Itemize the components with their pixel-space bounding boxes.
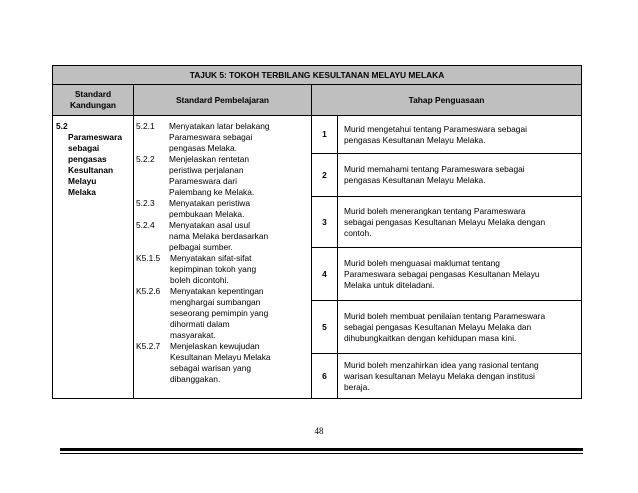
level-number: 4 (312, 248, 338, 301)
table-title: TAJUK 5: TOKOH TERBILANG KESULTANAN MELAYU MELAKA (53, 66, 582, 85)
level-description (338, 354, 582, 399)
desc-line: contoh. (344, 227, 372, 238)
standard-kandungan-line: Parameswara (68, 132, 123, 142)
sp-line: pelbagai sumber. (169, 242, 233, 252)
desc-line: Murid boleh menzahirkan idea yang rasional tentang (344, 359, 539, 370)
sp-code: 5.2.2 (136, 154, 155, 164)
desc-line: warisan kesultanan Melayu Melaka dengan institusi (344, 370, 535, 381)
desc-line: Murid memahami tentang Parameswara sebagai (344, 164, 525, 174)
sp-text (170, 341, 309, 385)
desc-line: pengasas Kesultanan Melayu Melaka. (344, 134, 486, 145)
sp-item (136, 198, 309, 220)
sp-line: seseorang pemimpin yang (170, 308, 269, 318)
sp-line: boleh dicontohi. (170, 275, 229, 285)
desc-line: Murid mengetahui tentang Parameswara sebagai (344, 123, 527, 134)
footer-rule (60, 448, 583, 451)
sp-text (169, 198, 309, 220)
standard-pembelajaran-cell (134, 116, 312, 399)
header-standard-kandungan (53, 85, 134, 116)
footer-rule-thin (60, 453, 583, 454)
desc-line: sebagai pengasas Kesultanan Melayu Melaka dan (344, 321, 532, 332)
syllabus-table (52, 65, 582, 399)
sp-line: Kesultanan Melayu Melaka (170, 352, 271, 362)
sp-line: Menjelaskan rentetan (169, 154, 250, 164)
desc-line: Murid boleh menguasai maklumat tentang (344, 257, 500, 268)
sp-code: 5.2.1 (136, 121, 155, 131)
sp-line: Palembang ke Melaka. (169, 187, 255, 197)
sp-text (169, 220, 309, 253)
sp-line: masyarakat. (170, 330, 216, 340)
sp-line: peristiwa perjalanan (169, 165, 244, 175)
sp-line: menghargai sumbangan (170, 297, 261, 307)
sp-line: sebagai warisan yang (170, 363, 252, 373)
desc-line: Parameswara sebagai pengasas Kesultanan Melayu (344, 268, 540, 279)
page-number: 48 (314, 426, 324, 436)
standard-kandungan-line: Melaka (68, 187, 96, 197)
sp-line: Parameswara sebagai (169, 132, 253, 142)
level-description (338, 154, 582, 197)
sp-item (136, 121, 309, 154)
level-number: 5 (312, 301, 338, 354)
header-line: Kandungan (69, 100, 117, 110)
level-description (338, 116, 582, 154)
header-line: Standard (74, 89, 112, 99)
level-description (338, 248, 582, 301)
sp-line: Menyatakan kepentingan (170, 286, 264, 296)
sp-line: Menyatakan peristiwa (169, 198, 250, 208)
desc-line: sebagai pengasas Kesultanan Melayu Melaka dengan (344, 216, 546, 227)
standard-kandungan-cell (53, 116, 134, 399)
sp-code: K5.2.7 (136, 341, 161, 351)
sp-line: pengasas Melaka. (169, 143, 237, 153)
sp-line: kepimpinan tokoh yang (170, 264, 257, 274)
sp-line: nama Melaka berdasarkan (169, 231, 269, 241)
sp-line: dihormati dalam (170, 319, 230, 329)
sp-code: 5.2.4 (136, 220, 155, 230)
sp-line: dibanggakan. (170, 374, 221, 384)
desc-line: Melaka untuk diteladani. (344, 279, 435, 290)
header-tahap-penguasaan: Tahap Penguasaan (312, 85, 582, 116)
desc-line: Murid boleh menerangkan tentang Parameswara (344, 205, 526, 216)
standard-kandungan-line: Melayu (68, 176, 97, 186)
sp-line: Parameswara dari (169, 176, 237, 186)
standard-kandungan-line: pengasas (68, 154, 107, 164)
desc-line: pengasas Kesultanan Melayu Melaka. (344, 175, 486, 185)
level-number: 3 (312, 197, 338, 248)
sp-item (136, 253, 309, 286)
level-number: 6 (312, 354, 338, 399)
sp-item (136, 286, 309, 341)
sp-text (169, 154, 309, 198)
sp-item (136, 341, 309, 385)
desc-line: beraja. (344, 381, 370, 392)
level-row (53, 116, 582, 154)
sp-text (169, 121, 309, 154)
sp-line: Menyatakan latar belakang (169, 121, 270, 131)
standard-kandungan-code: 5.2 (56, 121, 68, 131)
sp-item (136, 220, 309, 253)
header-standard-pembelajaran: Standard Pembelajaran (134, 85, 312, 116)
level-description (338, 301, 582, 354)
sp-line: pembukaan Melaka. (169, 209, 245, 219)
desc-line: Murid boleh membuat penilaian tentang Parameswara (344, 310, 546, 321)
standard-kandungan-line: Kesultanan (68, 165, 114, 175)
sp-code: K5.1.5 (136, 253, 161, 263)
desc-line: dihubungkaitkan dengan kehidupan masa kini. (344, 332, 517, 343)
sp-line: Menyatakan sifat-sifat (170, 253, 252, 263)
level-number: 1 (312, 116, 338, 154)
sp-line: Menjelaskan kewujudan (170, 341, 260, 351)
sp-code: K5.2.6 (136, 286, 161, 296)
level-number: 2 (312, 154, 338, 197)
header-row (53, 85, 582, 116)
title-row (53, 66, 582, 85)
standard-kandungan-line: sebagai (68, 143, 100, 153)
level-description (338, 197, 582, 248)
sp-item (136, 154, 309, 198)
sp-code: 5.2.3 (136, 198, 155, 208)
sp-line: Menyatakan asal usul (169, 220, 251, 230)
sp-text (170, 253, 309, 286)
sp-text (170, 286, 309, 341)
